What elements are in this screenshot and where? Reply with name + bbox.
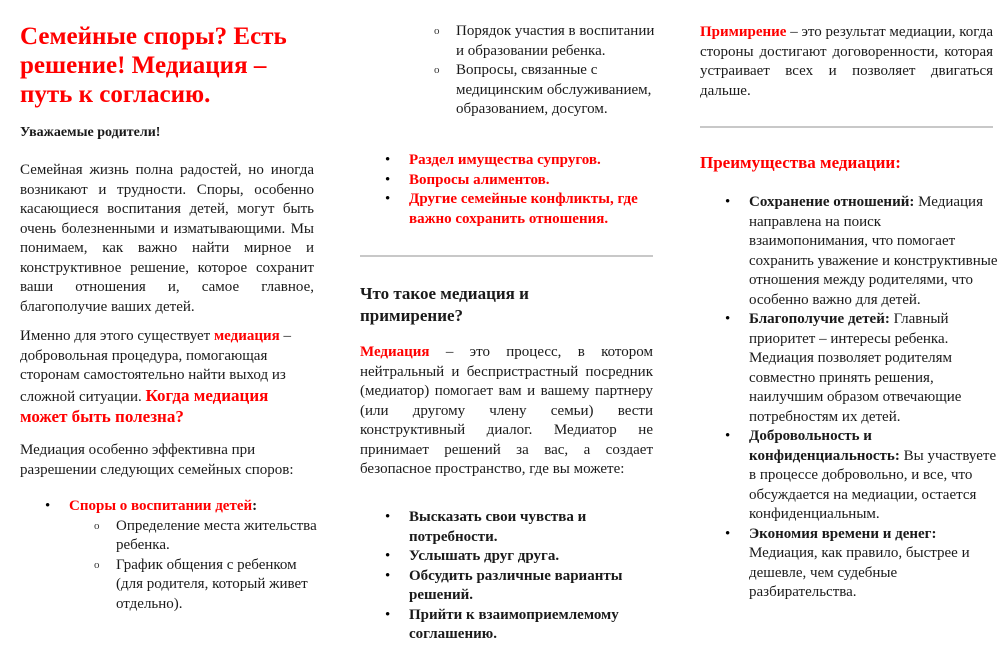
disputes-list-part-2 [360,151,660,229]
purpose-text-before: Именно для этого существует [20,328,214,344]
horizontal-divider [700,126,993,128]
disputes-list-part-1 [20,497,320,614]
mediation-highlight: медиация [213,328,280,344]
effective-paragraph: Медиация особенно эффективна при разрешении следующих семейных споров: [20,442,294,478]
dispute-item-colon: : [252,498,258,514]
advantage-title: Экономия времени и денег: [749,525,937,542]
advantage-title: Сохранение отношений: [749,194,915,210]
advantage-text: Главный приоритет – интересы ребенка. Медиация позволяет родителям совместно принять решения, наилучшим образом отвечающие потребностям их детей. [749,311,962,425]
sub-list-item: o Порядок участия в воспитании и образовании ребенка. [360,22,660,61]
reconciliation-paragraph [700,23,993,101]
ability-item: • Услышать друг друга. [360,547,660,567]
ability-item: • Обсудить различные варианты решений. [360,567,660,606]
ability-item: • Прийти к взаимоприемлемому соглашению. [360,606,660,645]
reconciliation-term: Примирение [700,24,787,40]
horizontal-divider [360,255,653,257]
mediation-term: Медиация [360,344,430,360]
purpose-text-after: – добровольная процедура, помогающая сторонам самостоятельно найти выход из сложной ситуации. [20,328,292,405]
advantage-item [700,427,1000,525]
greeting: Уважаемые родители! [20,125,161,140]
advantage-title: Благополучие детей: [749,311,890,327]
dispute-item-label: Споры о воспитании детей [69,498,253,514]
sub-list-item: o Вопросы, связанные с медицинским обслуживанием, образованием, досугом. [360,61,660,120]
advantage-text: Вы участвуете в процессе добровольно, и все, что обсуждается на медиации, остается конфиденциальным. [749,447,997,522]
sub-list-item: o Определение места жительства ребенка. [20,517,320,556]
sub-list-item: o График общения с ребенком (для родителя, который живет отдельно). [20,556,320,615]
purpose-paragraph [20,327,314,429]
what-is-heading: Что такое медиация и примирение? [360,284,529,325]
advantages-list [700,193,1000,603]
dispute-item-upbringing [20,497,320,517]
page-title: Семейные споры? Есть решение! Медиация – путь к согласию. [20,23,287,108]
ability-item: • Высказать свои чувства и потребности. [360,508,660,547]
advantage-text: Медиация, как правило, быстрее и дешевле, чем судебные разбирательства. [749,545,970,600]
disputes-sublist-continued [360,22,660,120]
intro-paragraph: Семейная жизнь полна радостей, но иногда возникают и трудности. Споры, особенно касающиеся воспитания детей, могут быть очень болезненными и изматывающими. Мы понимаем, как важно найти мирное и конструктивное решение, которое сохранит ваши отношения и, самое главное, благополучие ваших детей. [20,162,314,315]
mediation-definition-paragraph [360,343,653,480]
advantage-text: Медиация направлена на поиск взаимопонимания, что помогает сохранить уважение и конструктивные отношения между родителями, что особенно важно для детей. [749,194,998,308]
advantage-item [700,525,1000,603]
dispute-item: • Вопросы алиментов. [360,171,660,191]
when-useful-question: Когда медиация может быть полезна? [20,385,269,426]
reconciliation-definition: – это результат медиации, когда стороны достигают договоренности, которая устраивает всех и позволяет двигаться дальше. [700,24,993,99]
abilities-list [360,508,660,645]
advantage-title: Добровольность и конфиденциальность: [749,428,900,464]
advantage-item [700,310,1000,427]
mediation-definition: – это процесс, в котором нейтральный и беспристрастный посредник (медиатор) помогает вам и вашему партнеру (или другому члену семьи) вести конструктивный диалог. Медиатор не принимает решений за вас, а создает безопасное пространство, где вы можете: [360,344,653,477]
dispute-item: • Раздел имущества супругов. [360,151,660,171]
advantage-item [700,193,1000,310]
dispute-item: • Другие семейные конфликты, где важно сохранить отношения. [360,190,660,229]
advantages-heading: Преимущества медиации: [700,153,901,172]
